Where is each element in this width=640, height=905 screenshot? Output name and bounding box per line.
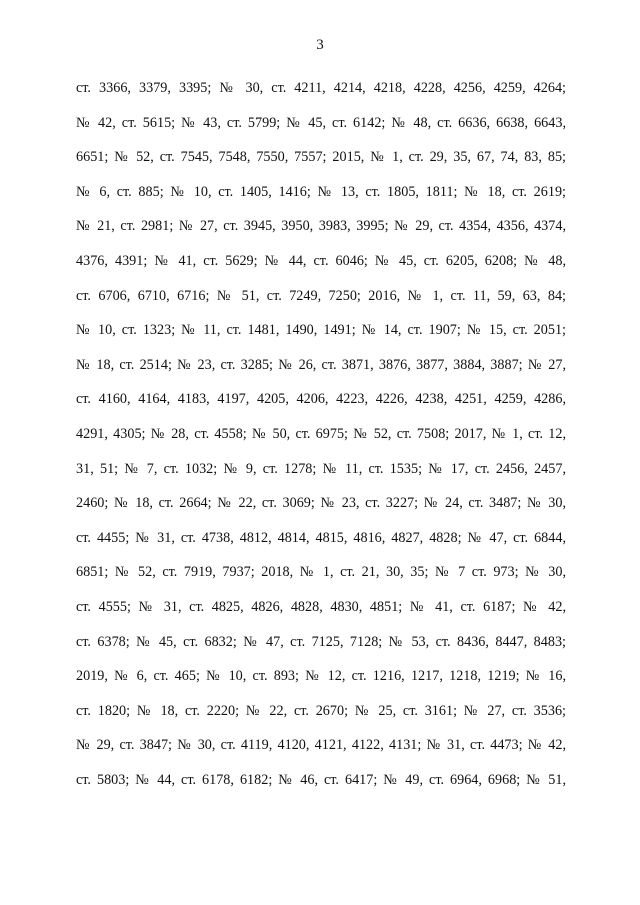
text-line: ст. 1820; № 18, ст. 2220; № 22, ст. 2670; № 25, ст. 3161; № 27, ст. 3536;: [76, 702, 566, 719]
text-line: № 10, ст. 1323; № 11, ст. 1481, 1490, 1491; № 14, ст. 1907; № 15, ст. 2051;: [76, 322, 566, 339]
text-line: ст. 6706, 6710, 6716; № 51, ст. 7249, 7250; 2016, № 1, ст. 11, 59, 63, 84;: [76, 287, 566, 304]
text-line: ст. 4160, 4164, 4183, 4197, 4205, 4206, 4223, 4226, 4238, 4251, 4259, 4286,: [76, 391, 566, 408]
text-line: № 29, ст. 3847; № 30, ст. 4119, 4120, 4121, 4122, 4131; № 31, ст. 4473; № 42,: [76, 737, 566, 754]
text-line: № 18, ст. 2514; № 23, ст. 3285; № 26, ст. 3871, 3876, 3877, 3884, 3887; № 27,: [76, 356, 566, 373]
text-line: 2019, № 6, ст. 465; № 10, ст. 893; № 12, ст. 1216, 1217, 1218, 1219; № 16,: [76, 668, 566, 685]
text-line: 6851; № 52, ст. 7919, 7937; 2018, № 1, ст. 21, 30, 35; № 7 ст. 973; № 30,: [76, 564, 566, 581]
text-line: ст. 6378; № 45, ст. 6832; № 47, ст. 7125, 7128; № 53, ст. 8436, 8447, 8483;: [76, 633, 566, 650]
text-line: 4291, 4305; № 28, ст. 4558; № 50, ст. 6975; № 52, ст. 7508; 2017, № 1, ст. 12,: [76, 425, 566, 442]
text-line: ст. 4455; № 31, ст. 4738, 4812, 4814, 4815, 4816, 4827, 4828; № 47, ст. 6844,: [76, 529, 566, 546]
text-line: 31, 51; № 7, ст. 1032; № 9, ст. 1278; № 11, ст. 1535; № 17, ст. 2456, 2457,: [76, 460, 566, 477]
text-line: ст. 5803; № 44, ст. 6178, 6182; № 46, ст. 6417; № 49, ст. 6964, 6968; № 51,: [76, 771, 566, 788]
page-number: 3: [316, 37, 324, 53]
text-line: № 6, ст. 885; № 10, ст. 1405, 1416; № 13, ст. 1805, 1811; № 18, ст. 2619;: [76, 183, 566, 200]
text-line: № 21, ст. 2981; № 27, ст. 3945, 3950, 3983, 3995; № 29, ст. 4354, 4356, 4374,: [76, 218, 566, 235]
text-line: ст. 3366, 3379, 3395; № 30, ст. 4211, 4214, 4218, 4228, 4256, 4259, 4264;: [76, 80, 566, 96]
text-line: № 42, ст. 5615; № 43, ст. 5799; № 45, ст. 6142; № 48, ст. 6636, 6638, 6643,: [76, 114, 566, 131]
text-line: 6651; № 52, ст. 7545, 7548, 7550, 7557; 2015, № 1, ст. 29, 35, 67, 74, 83, 85;: [76, 149, 566, 166]
text-line: ст. 4555; № 31, ст. 4825, 4826, 4828, 4830, 4851; № 41, ст. 6187; № 42,: [76, 598, 566, 615]
text-line: 2460; № 18, ст. 2664; № 22, ст. 3069; № 23, ст. 3227; № 24, ст. 3487; № 30,: [76, 495, 566, 512]
body-text: [76, 71, 566, 797]
text-line: 4376, 4391; № 41, ст. 5629; № 44, ст. 6046; № 45, ст. 6205, 6208; № 48,: [76, 252, 566, 269]
